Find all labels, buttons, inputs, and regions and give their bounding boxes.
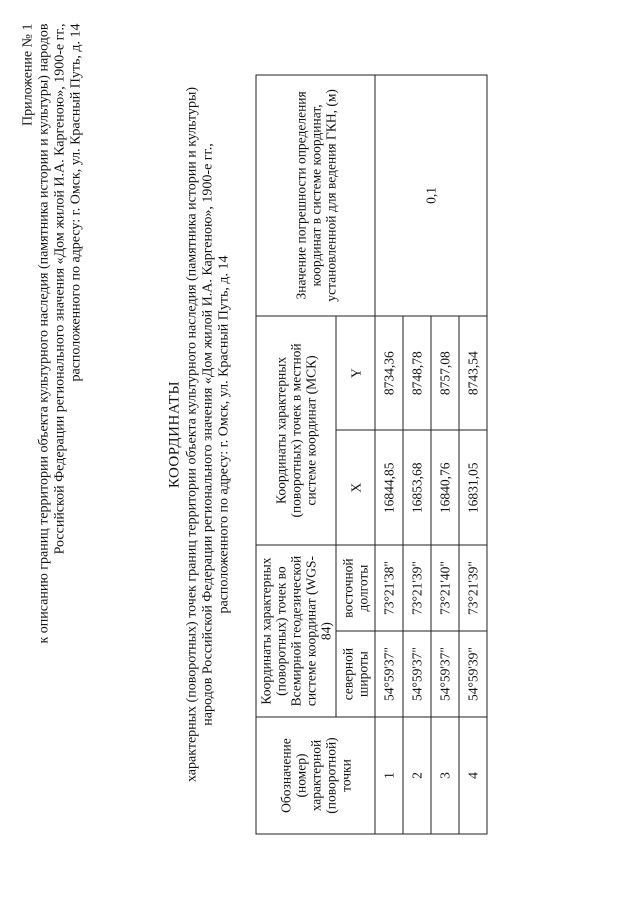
cell-longitude: 73°21'39" (403, 545, 431, 631)
rotated-sheet (1, 0, 640, 905)
title-line: народов Российской Федерации регионального значения «Дом жилой И.А. Каргеною», 1900-е гг., (200, 143, 216, 726)
header-point: Обозначение (номер) характерной (поворотной) точки (256, 717, 375, 834)
cell-accuracy: 0,1 (375, 75, 487, 316)
header-x: X (336, 430, 375, 545)
header-wgs: Координаты характерных (поворотных) точек во Всемирной геодезической системе координат (WGS-84) (256, 545, 336, 717)
cell-latitude: 54°59'37" (375, 631, 403, 717)
appendix-number: Приложение № 1 (20, 23, 36, 126)
header-y: Y (336, 316, 375, 431)
cell-x: 16831,05 (459, 430, 487, 545)
cell-latitude: 54°59'37" (431, 631, 459, 717)
cell-y: 8757,08 (431, 316, 459, 431)
cell-point: 2 (403, 717, 431, 834)
table-row (375, 75, 403, 834)
coordinates-table (256, 75, 488, 835)
document-title (167, 25, 233, 845)
cell-x: 16853,68 (403, 430, 431, 545)
cell-longitude: 73°21'40" (431, 545, 459, 631)
appendix-line: к описанию границ территории объекта культурного наследия (памятника истории и культуры) народов (36, 23, 52, 644)
cell-longitude: 73°21'39" (459, 545, 487, 631)
appendix-header (21, 24, 85, 724)
cell-latitude: 54°59'39" (459, 631, 487, 717)
cell-y: 8748,78 (403, 316, 431, 431)
header-longitude: восточной долготы (336, 545, 375, 631)
title-main: КООРДИНАТЫ (166, 380, 183, 489)
cell-y: 8743,54 (459, 316, 487, 431)
cell-point: 1 (375, 717, 403, 834)
cell-longitude: 73°21'38" (375, 545, 403, 631)
title-line: расположенного по адресу: г. Омск, ул. Красный Путь, д. 14 (216, 255, 232, 614)
cell-x: 16840,76 (431, 430, 459, 545)
title-line: характерных (поворотных) точек границ территории объекта культурного наследия (памятника истории и культуры) (184, 86, 200, 783)
cell-x: 16844,85 (375, 430, 403, 545)
header-msk: Координаты характерных (поворотных) точек в местной системе координат (МСК) (256, 316, 336, 545)
header-accuracy: Значение погрешности определения координат в системе координат, установленной для ведения ГКН, (м) (256, 75, 375, 316)
appendix-line: Российской Федерации регионального значения «Дом жилой И.А. Каргеною», 1900-е гг., (52, 23, 68, 555)
cell-point: 4 (459, 717, 487, 834)
cell-point: 3 (431, 717, 459, 834)
header-latitude: северной широты (336, 631, 375, 717)
cell-latitude: 54°59'37" (403, 631, 431, 717)
appendix-line: расположенного по адресу: г. Омск, ул. Красный Путь, д. 14 (68, 23, 84, 382)
header-row (256, 75, 336, 834)
cell-y: 8734,36 (375, 316, 403, 431)
